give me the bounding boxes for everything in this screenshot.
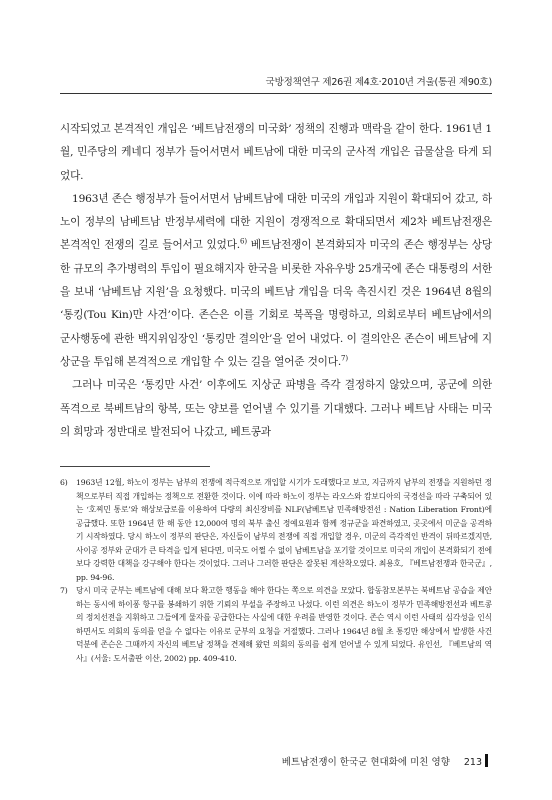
- paragraph: [60, 188, 492, 374]
- body-text: [60, 118, 492, 444]
- footnote: [60, 476, 492, 584]
- paragraph: 그러나 미국은 ‘통킹만 사건’ 이후에도 지상군 파병을 즉각 결정하지 않았으며, 공군에 의한 폭격으로 북베트남의 항복, 또는 양보를 얻어낼 수 있기를 기대했다. 그러나 베트남 사태는 미국의 희망과 정반대로 발전되어 나갔고, 베트콩과: [60, 379, 492, 438]
- footer-title: 베트남전쟁이 한국군 현대화에 미친 영향: [281, 757, 450, 768]
- paragraph-text: 1963년 존슨 행정부가 들어서면서 남베트남에 대한 미국의 개입과 지원이 확대되어 갔고, 하노이 정부의 남베트남 반정부세력에 대한 지원이 경쟁적으로 확대되면서 제2차 베트남전쟁은 본격적인 전쟁의 길로 들어서고 있었다.: [60, 192, 492, 252]
- page-number: 213: [463, 757, 482, 768]
- footnote-text: 당시 미국 군부는 베트남에 대해 보다 확고한 행동을 해야 한다는 쪽으로 의견을 모았다. 합동참모본부는 북베트남 공습을 제안하는 동시에 하이퐁 항구를 봉쇄하기 위한 기뢰의 부설을 주장하고 나섰다. 이런 의견은 하노이 정부가 민족해방전선과 베트콩의 정치선전을 지휘하고 그들에게 물자를 공급한다는 사실에 대한 우려를 반영한 것이다. 존슨 역시 이런 사태의 심각성을 인식하면서도 의회의 동의를 얻을 수 없다는 이유로 군부의 요청을 거절했다. 그러나 1964년 8월 초 통킹만 해상에서 발생한 사건 덕분에 존슨은 그때까지 자신의 베트남 정책을 견제해 왔던 의회의 동의를 쉽게 얻어낼 수 있게 되었다. 유인선, 『베트남의 역사』(서울: 도서출판 이산, 2002) pp. 409-410.: [76, 586, 492, 663]
- footnote-text: 1963년 12월, 하노이 정부는 남부의 전쟁에 적극적으로 개입할 시기가 도래했다고 보고, 지금까지 남부의 전쟁을 지원하던 정책으로부터 직접 개입하는 정책으로 전환한 것이다. 이에 따라 하노이 정부는 라오스와 캄보디아의 국경선을 따라 구축되어 있는 ‘호찌민 통로’와 해상보급로를 이용하여 다량의 최신장비를 NLF(남베트남 민족해방전선 : Nation Liberation Front)에 공급했다. 또한 1964년 한 해 동안 12,000여 명의 북부 출신 정예요원과 함께 정규군을 파견하였고, 곳곳에서 미군을 공격하기 시작하였다. 당시 하노이 정부의 판단은, 자신들이 남부의 전쟁에 직접 개입할 경우, 미군의 즉각적인 반격이 뒤따르겠지만, 사이공 정부와 군대가 큰 타격을 입게 된다면, 미국도 어쩔 수 없이 남베트남을 포기할 것이므로 미국의 개입이 본격화되기 전에 보다 강력한 대책을 강구해야 한다는 것이었다. 그러나 그러한 판단은 잘못된 계산착오였다. 최용호, 『베트남전쟁과 한국군』, pp. 94-96.: [76, 478, 492, 582]
- paragraph-text: 베트남전쟁이 본격화되자 미국의 존슨 행정부는 상당한 규모의 추가병력의 투입이 필요해지자 한국을 비롯한 자유우방 25개국에 존슨 대통령의 서한을 보내 ‘남베트남 지원’을 요청했다. 미국의 베트남 개입을 더욱 촉진시킨 것은 1964년 8월의 ‘통킹(Tou Kin)만 사건’이다. 존슨은 이를 기회로 북폭을 명령하고, 의회로부터 베트남에서의 군사행동에 관한 백지위임장인 ‘통킹만 결의안’을 얻어 내었다. 이 결의안은 존슨이 베트남에 지상군을 투입해 본격적으로 개입할 수 있는 길을 열어준 것이다.: [60, 239, 492, 368]
- footnote-rule: [60, 466, 210, 467]
- footnote-number: 7): [60, 586, 68, 595]
- footnote-ref: 7): [341, 354, 348, 363]
- footnote-ref: 6): [240, 237, 247, 246]
- footnotes: [60, 476, 492, 665]
- header-rule: [60, 93, 492, 94]
- footnote-number: 6): [60, 478, 68, 487]
- paragraph: 시작되었고 본격적인 개입은 ‘베트남전쟁의 미국화’ 정책의 진행과 맥락을 같이 한다. 1961년 1월, 민주당의 케네디 정부가 들어서면서 베트남에 대한 미국의 군사적 개입은 급물살을 타게 되었다.: [60, 123, 492, 182]
- running-header: 국방정책연구 제26권 제4호·2010년 겨울(통권 제90호): [265, 77, 492, 88]
- footnote: [60, 584, 492, 665]
- page-marker-bar: [485, 754, 488, 767]
- running-footer: [60, 754, 488, 770]
